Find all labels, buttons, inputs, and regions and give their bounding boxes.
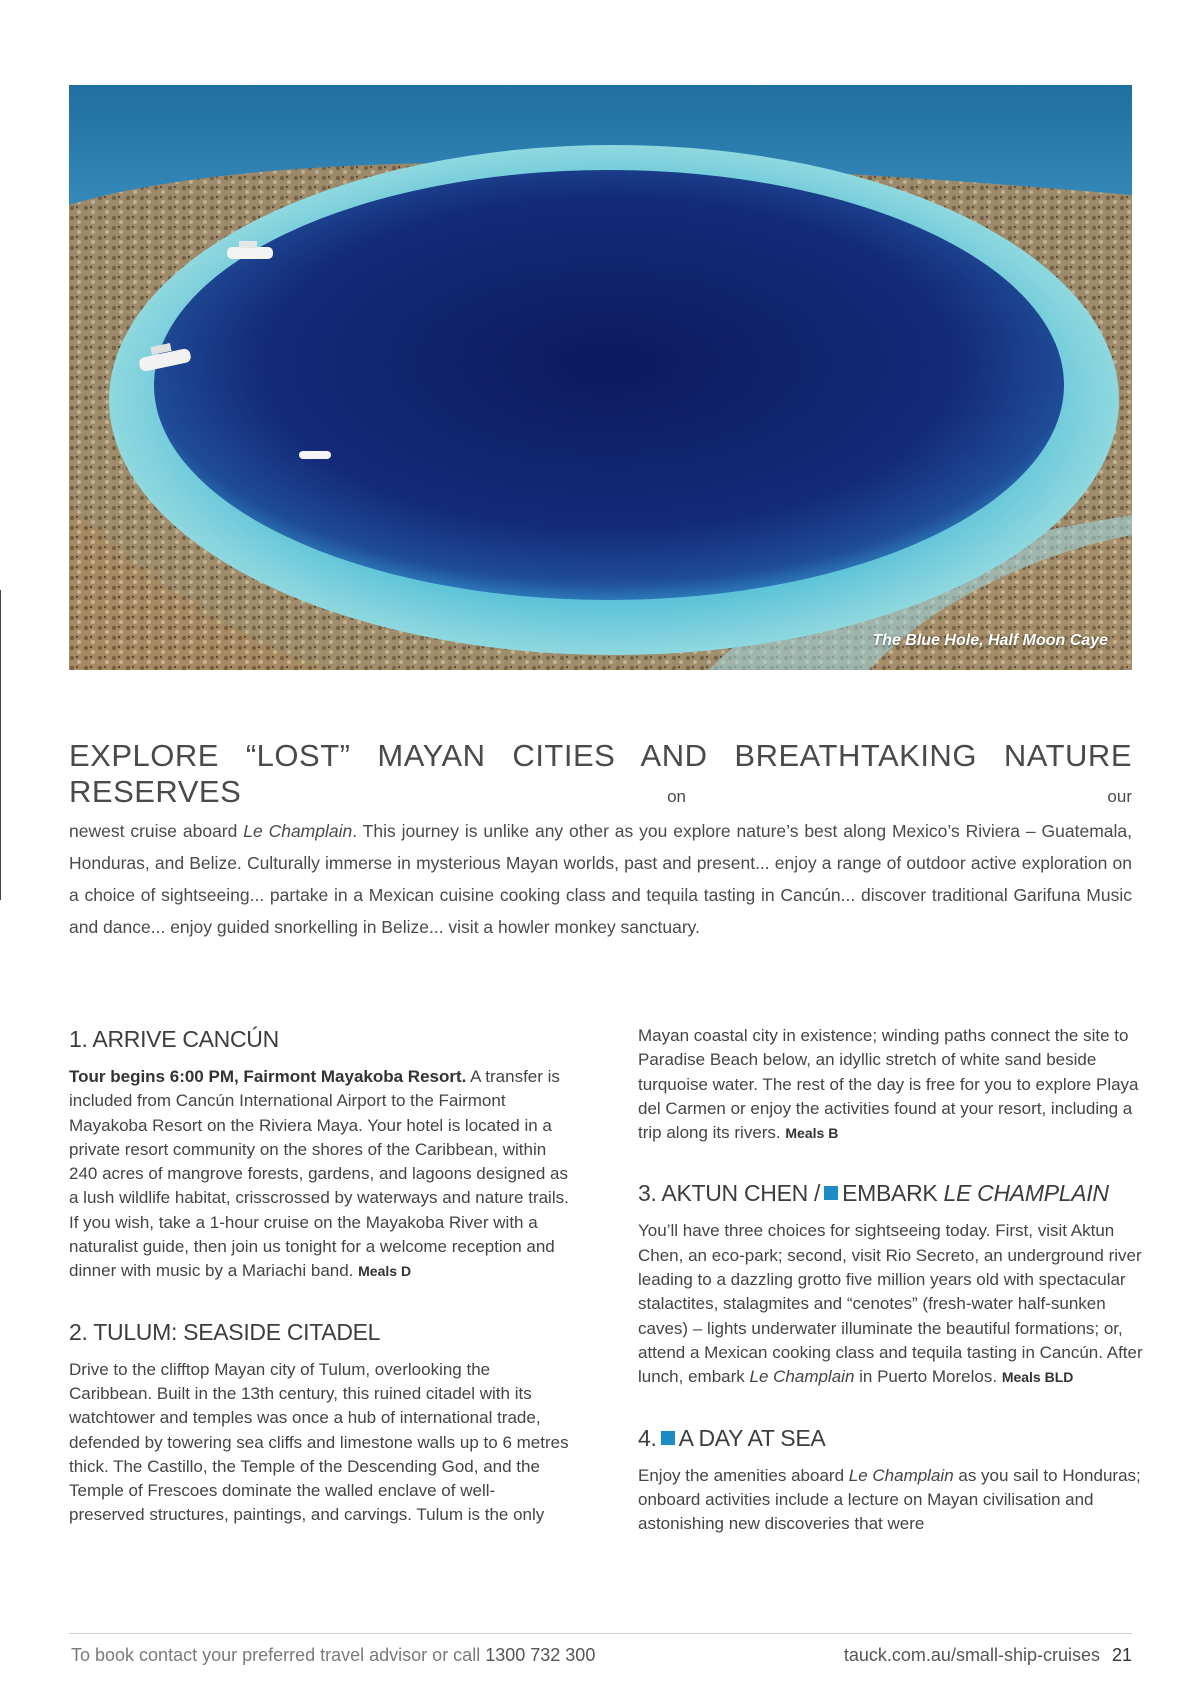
day-4-title (638, 1424, 1148, 1452)
intro-heading (69, 738, 1132, 815)
intro-body (69, 815, 1132, 943)
page-number: 21 (1111, 1645, 1132, 1665)
ship-name: Le Champlain (243, 821, 353, 841)
itinerary-right-column (638, 1024, 1148, 1570)
intro-body-start: newest cruise aboard (69, 821, 244, 841)
day-4-ship: Le Champlain (848, 1465, 954, 1485)
day-1-text: A transfer is included from Cancún International Airport to the Fairmont Mayakoba Resort on the Riviera Maya. Your hotel is located in a private resort community on the shores of the Caribbean, within 240 acres of mangrove forests, gardens, and lagoons designed as a lush wildlife habitat, crisscrossed by waterways and nature trails. If you wish, take a 1-hour cruise on the Mayakoba River with a naturalist guide, then join us tonight for a welcome reception and dinner with music by a Mariachi band. (69, 1067, 569, 1281)
day-3-title (638, 1179, 1148, 1207)
day-4-body (638, 1464, 1148, 1537)
day-1-body (69, 1065, 569, 1284)
day-3-text-end: in Puerto Morelos. (854, 1367, 1002, 1387)
boat-icon (299, 451, 331, 459)
footer-contact-text: To book contact your preferred travel advisor or call (71, 1645, 481, 1665)
cruise-marker-icon (661, 1431, 675, 1445)
day-2-continued-text: Mayan coastal city in existence; winding paths connect the site to Paradise Beach below, an idyllic stretch of white sand beside turquoise water. The rest of the day is free for you to explore Playa del Carmen or enjoy the activities found at your resort, including a trip along its rivers. (638, 1026, 1139, 1143)
footer-phone[interactable]: 1300 732 300 (485, 1645, 596, 1665)
itinerary-left-column (69, 1025, 569, 1562)
day-2-meals: Meals B (785, 1125, 839, 1142)
footer-right (844, 1645, 1132, 1666)
day-4-text-end: as you sail to Honduras; onboard activities include a lecture on Mayan civilisation and astonishing new discoveries that were (638, 1465, 1141, 1534)
hero-photo (69, 85, 1132, 670)
day-2-body: Drive to the clifftop Mayan city of Tulum, overlooking the Caribbean. Built in the 13th century, this ruined citadel with its watchtower and temples was once a hub of international trade, defended by towering sea cliffs and limestone walls up to 6 metres thick. The Castillo, the Temple of the Descending God, and the Temple of Frescoes dominate the walled enclave of well-preserved structures, paintings, and carvings. Tulum is the only (69, 1359, 569, 1525)
day-1-meals: Meals D (358, 1263, 412, 1280)
footer-url[interactable]: tauck.com.au/small-ship-cruises (843, 1645, 1100, 1665)
day-3-body (638, 1219, 1148, 1389)
intro-heading-tail: on our (667, 787, 1132, 806)
day-4-title-b: A DAY AT SEA (678, 1424, 826, 1451)
day-1-lead: Tour begins 6:00 PM, Fairmont Mayakoba Resort. (69, 1067, 467, 1086)
day-2-continued (638, 1024, 1148, 1145)
footer-contact (71, 1645, 595, 1666)
day-3-title-a: 3. AKTUN CHEN / (638, 1180, 821, 1207)
cruise-marker-icon (824, 1186, 838, 1200)
footer-rule (69, 1633, 1132, 1634)
day-3-title-ship: LE CHAMPLAIN (943, 1180, 1109, 1207)
day-4-text: Enjoy the amenities aboard (638, 1465, 849, 1485)
intro-section (69, 738, 1132, 943)
intro-body-rest: . This journey is unlike any other as you explore nature’s best along Mexico’s Riviera – Guatemala, Honduras, and Belize. Culturally immerse in mysterious Mayan worlds, past and present... enjoy a range of outdoor active exploration on a choice of sightseeing... partake in a Mexican cuisine cooking class and tequila tasting in Cancún... discover traditional Garifuna Music and dance... enjoy guided snorkelling in Belize... visit a howler monkey sanctuary. (69, 821, 1132, 937)
page-edge-line (0, 590, 1, 900)
day-3-ship: Le Champlain (749, 1367, 855, 1387)
day-2-title: 2. TULUM: SEASIDE CITADEL (69, 1318, 381, 1345)
photo-caption: The Blue Hole, Half Moon Caye (872, 632, 1108, 649)
day-3-text: You’ll have three choices for sightseeing today. First, visit Aktun Chen, an eco-park; second, visit Rio Secreto, an underground river leading to a dazzling grotto five million years old with spectacular stalactites, stalagmites and “cenotes” (fresh-water half-sunken caves) – lights underwater illuminate the beautiful formations; or, attend a Mexican cooking class and tequila tasting in Cancún. After lunch, embark (638, 1221, 1143, 1387)
blue-hole-illustration (69, 85, 1132, 670)
day-3-meals: Meals BLD (1001, 1369, 1074, 1386)
day-1-title: 1. ARRIVE CANCÚN (69, 1026, 279, 1052)
day-3-title-b: EMBARK (842, 1180, 938, 1207)
day-4-title-a: 4. (638, 1424, 657, 1451)
intro-heading-text: EXPLORE “LOST” MAYAN CITIES AND BREATHTAKING NATURE RESERVES (69, 738, 1132, 809)
